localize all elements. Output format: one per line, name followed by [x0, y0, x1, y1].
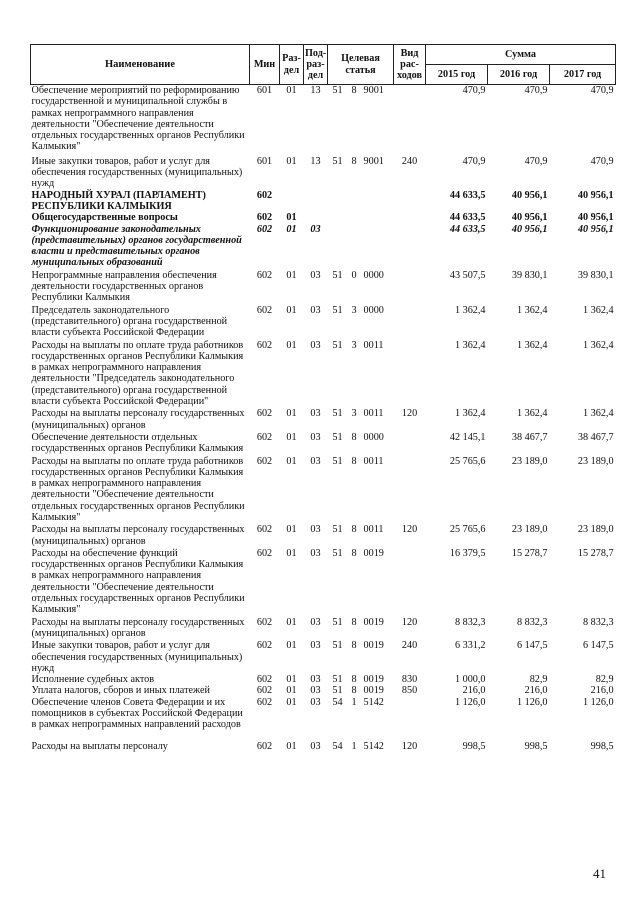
row-subsection: 03 — [310, 304, 321, 316]
row-section: 01 — [286, 155, 297, 167]
row-name: Расходы на обеспечение функций государственных органов Республики Калмыкия в рамках непрограммного направления деятельности "Обеспечение деятельности отдельных государственных органов Республики Калмыкия" — [31, 547, 245, 616]
header-name: Наименование — [31, 45, 250, 85]
row-expense-type: 830 — [401, 674, 418, 686]
row-sum-2016: 40 956,1 — [511, 223, 548, 235]
row-sum-2016: 470,9 — [524, 85, 548, 96]
row-target-part2 — [348, 190, 361, 213]
row-expense-type — [394, 212, 426, 223]
row-target-part2: 1 — [351, 696, 357, 708]
row-expense-type — [394, 190, 426, 213]
row-sum-2017: 39 830,1 — [577, 269, 614, 281]
row-target-part1 — [328, 190, 348, 213]
row-target-part2: 8 — [351, 524, 357, 536]
row-target-part1: 51 — [332, 408, 343, 420]
header-expense-type: Вид рас-ходов — [394, 45, 426, 85]
row-ministry: 602 — [256, 212, 273, 224]
row-sum-2016: 6 147,5 — [516, 640, 548, 652]
row-section: 01 — [286, 685, 297, 697]
row-ministry: 602 — [256, 685, 273, 697]
table-row — [31, 304, 616, 339]
row-sum-2017: 23 189,0 — [577, 524, 614, 536]
row-target-part2: 8 — [351, 155, 357, 167]
row-section: 01 — [286, 223, 297, 235]
row-target-part1: 51 — [332, 85, 343, 96]
row-ministry: 602 — [256, 455, 273, 467]
row-target-part2: 8 — [351, 547, 357, 559]
row-target-part2: 8 — [351, 431, 357, 443]
row-subsection: 03 — [310, 685, 321, 697]
row-sum-2017: 1 362,4 — [582, 339, 614, 351]
row-sum-2015: 42 145,1 — [449, 431, 486, 443]
table-row — [31, 190, 616, 213]
row-name: Непрограммные направления обеспечения деятельности государственных органов Республики Калмыкия — [31, 269, 217, 304]
row-target-part2: 8 — [351, 685, 357, 697]
row-target-part1: 51 — [332, 640, 343, 652]
row-target-part2 — [348, 212, 361, 223]
row-sum-2015: 44 633,5 — [449, 223, 486, 235]
row-target-part3: 0000 — [363, 269, 384, 281]
table-row — [31, 224, 616, 269]
row-section: 01 — [286, 674, 297, 686]
row-target-part3: 0019 — [363, 616, 384, 628]
row-name: Председатель законодательного (представительного) органа государственной власти субъекта Российской Федерации — [31, 304, 228, 339]
row-subsection: 03 — [310, 674, 321, 686]
row-sum-2017: 15 278,7 — [577, 547, 614, 559]
row-subsection: 13 — [310, 85, 321, 96]
row-section: 01 — [286, 431, 297, 443]
row-section: 01 — [286, 740, 297, 752]
row-target-part3: 0019 — [363, 640, 384, 652]
row-ministry: 602 — [256, 189, 273, 201]
table-row — [31, 731, 616, 752]
row-ministry: 601 — [256, 85, 273, 96]
row-sum-2015: 216,0 — [462, 685, 486, 697]
row-expense-type: 850 — [401, 685, 418, 697]
row-name: Расходы на выплаты персоналу государственных (муниципальных) органов — [31, 408, 245, 431]
row-subsection: 03 — [310, 431, 321, 443]
row-subsection: 03 — [310, 696, 321, 708]
row-ministry: 602 — [256, 408, 273, 420]
row-target-part3: 0011 — [363, 455, 384, 467]
row-subsection: 03 — [310, 269, 321, 281]
row-subsection: 03 — [310, 455, 321, 467]
table-row — [31, 212, 616, 223]
header-razdel: Раз-дел — [280, 45, 304, 85]
row-subsection: 03 — [310, 408, 321, 420]
row-sum-2015: 1 362,4 — [454, 339, 486, 351]
row-target-part3 — [361, 190, 394, 213]
row-sum-2015: 25 765,6 — [449, 524, 486, 536]
row-target-part1: 51 — [332, 431, 343, 443]
row-target-part1 — [328, 224, 348, 269]
row-sum-2016: 1 126,0 — [516, 696, 548, 708]
row-sum-2017: 1 126,0 — [582, 696, 614, 708]
row-section: 01 — [286, 408, 297, 420]
row-sum-2016: 8 832,3 — [516, 616, 548, 628]
row-target-part1: 51 — [332, 524, 343, 536]
header-year-2016: 2016 год — [488, 65, 550, 85]
row-ministry: 602 — [256, 740, 273, 752]
row-sum-2015: 1 362,4 — [454, 408, 486, 420]
row-section: 01 — [286, 269, 297, 281]
row-subsection: 03 — [310, 616, 321, 628]
row-target-part3: 0019 — [363, 674, 384, 686]
row-target-part1: 51 — [332, 674, 343, 686]
table-row — [31, 269, 616, 304]
row-sum-2015: 16 379,5 — [449, 547, 486, 559]
row-target-part2: 8 — [351, 640, 357, 652]
row-ministry: 602 — [256, 640, 273, 652]
row-target-part2: 8 — [351, 455, 357, 467]
page-number: 41 — [593, 866, 606, 881]
row-sum-2015: 1 000,0 — [454, 674, 486, 686]
row-sum-2017: 998,5 — [590, 740, 614, 752]
row-sum-2016: 1 362,4 — [516, 304, 548, 316]
row-target-part1 — [328, 212, 348, 223]
row-subsection: 13 — [310, 155, 321, 167]
row-expense-type — [394, 85, 426, 153]
row-subsection — [304, 212, 328, 223]
row-name: Обеспечение мероприятий по реформированию государственной и муниципальной службы в рамках непрограммного направления деятельности "Обеспечение деятельности отдельных государственных органов Республики Калмыкия" — [31, 85, 245, 153]
row-expense-type: 120 — [401, 616, 418, 628]
table-row — [31, 685, 616, 696]
row-target-part1: 51 — [332, 155, 343, 167]
row-ministry: 602 — [256, 547, 273, 559]
header-target-article: Целевая статья — [328, 45, 394, 85]
row-ministry: 602 — [256, 616, 273, 628]
row-sum-2015: 1 126,0 — [454, 696, 486, 708]
table-body — [31, 85, 616, 752]
row-target-part3: 0011 — [363, 408, 384, 420]
row-sum-2017: 23 189,0 — [577, 455, 614, 467]
row-sum-2016: 470,9 — [524, 155, 548, 167]
row-section: 01 — [286, 212, 297, 224]
header-sum: Сумма — [426, 45, 616, 65]
row-target-part1: 51 — [332, 304, 343, 316]
row-target-part2: 1 — [351, 740, 357, 752]
row-sum-2015: 470,9 — [462, 155, 486, 167]
row-subsection: 03 — [310, 740, 321, 752]
table-header — [31, 45, 616, 85]
table-row — [31, 407, 616, 431]
table-row — [31, 431, 616, 455]
row-sum-2017: 40 956,1 — [577, 223, 614, 235]
row-target-part2: 8 — [351, 616, 357, 628]
row-sum-2017: 470,9 — [590, 155, 614, 167]
row-section: 01 — [286, 640, 297, 652]
row-sum-2015: 44 633,5 — [449, 212, 486, 224]
row-target-part3: 0011 — [363, 524, 384, 536]
row-target-part2: 3 — [351, 408, 357, 420]
row-expense-type: 120 — [401, 740, 418, 752]
table-row — [31, 547, 616, 616]
row-subsection — [304, 190, 328, 213]
row-expense-type — [394, 455, 426, 524]
row-target-part3: 0000 — [363, 431, 384, 443]
row-ministry: 602 — [256, 431, 273, 443]
row-sum-2015: 998,5 — [462, 740, 486, 752]
budget-document — [30, 44, 615, 752]
row-target-part1: 51 — [332, 616, 343, 628]
row-section: 01 — [286, 616, 297, 628]
row-target-part1: 54 — [332, 696, 343, 708]
row-section: 01 — [286, 696, 297, 708]
row-sum-2017: 216,0 — [590, 685, 614, 697]
row-target-part2: 3 — [351, 304, 357, 316]
row-subsection: 03 — [310, 524, 321, 536]
row-target-part2: 3 — [351, 339, 357, 351]
table-row — [31, 616, 616, 640]
row-name: Расходы на выплаты по оплате труда работников государственных органов Республики Калмыкия в рамках непрограммного направления деятельности "Председатель законодательного (представительного) органа государственной власти субъекта Российской Федерации" — [31, 339, 244, 408]
row-sum-2017: 40 956,1 — [577, 212, 614, 224]
row-section: 01 — [286, 304, 297, 316]
row-target-part3: 5142 — [363, 696, 384, 708]
row-name: НАРОДНЫЙ ХУРАЛ (ПАРЛАМЕНТ) РЕСПУБЛИКИ КАЛМЫКИЯ — [31, 189, 206, 212]
row-subsection: 03 — [310, 640, 321, 652]
row-expense-type: 120 — [401, 408, 418, 420]
row-name: Иные закупки товаров, работ и услуг для обеспечения государственных (муниципальных) нужд — [31, 640, 243, 674]
row-section: 01 — [286, 524, 297, 536]
row-sum-2016: 1 362,4 — [516, 339, 548, 351]
budget-table — [30, 44, 616, 752]
row-expense-type — [394, 431, 426, 455]
row-target-part3: 0011 — [363, 339, 384, 351]
row-subsection: 03 — [310, 339, 321, 351]
row-section: 01 — [286, 547, 297, 559]
row-sum-2015: 470,9 — [462, 85, 486, 96]
row-expense-type: 120 — [401, 524, 418, 536]
table-row — [31, 639, 616, 674]
table-row — [31, 674, 616, 685]
row-section: 01 — [286, 339, 297, 351]
row-target-part1: 51 — [332, 339, 343, 351]
row-sum-2016: 23 189,0 — [511, 455, 548, 467]
row-subsection: 03 — [310, 223, 321, 235]
row-section — [280, 190, 304, 213]
row-sum-2016: 23 189,0 — [511, 524, 548, 536]
row-sum-2016: 1 362,4 — [516, 408, 548, 420]
header-year-2015: 2015 год — [426, 65, 488, 85]
row-name: Иные закупки товаров, работ и услуг для обеспечения государственных (муниципальных) нужд — [31, 155, 243, 190]
row-target-part3: 0000 — [363, 304, 384, 316]
row-sum-2017: 1 362,4 — [582, 304, 614, 316]
row-target-part3: 0019 — [363, 547, 384, 559]
row-sum-2017: 1 362,4 — [582, 408, 614, 420]
row-target-part3: 5142 — [363, 740, 384, 752]
row-sum-2017: 8 832,3 — [582, 616, 614, 628]
row-sum-2015: 43 507,5 — [449, 269, 486, 281]
row-sum-2015: 8 832,3 — [454, 616, 486, 628]
row-ministry: 602 — [256, 674, 273, 686]
row-expense-type — [394, 339, 426, 408]
row-sum-2017: 38 467,7 — [577, 431, 614, 443]
row-expense-type: 240 — [401, 155, 418, 167]
row-ministry: 602 — [256, 269, 273, 281]
row-target-part2: 8 — [351, 85, 357, 96]
row-sum-2016: 998,5 — [524, 740, 548, 752]
row-expense-type — [394, 304, 426, 339]
row-sum-2017: 82,9 — [595, 674, 614, 686]
row-sum-2016: 38 467,7 — [511, 431, 548, 443]
row-ministry: 602 — [256, 339, 273, 351]
row-expense-type: 240 — [401, 640, 418, 652]
row-name: Обеспечение деятельности отдельных государственных органов Республики Калмыкия — [31, 431, 244, 455]
row-expense-type — [394, 697, 426, 731]
row-subsection: 03 — [310, 547, 321, 559]
row-name: Обеспечение членов Совета Федерации и их помощников в субъектах Российской Федерации в рамках непрограммных направлений расходов — [31, 696, 243, 731]
row-target-part3 — [361, 224, 394, 269]
row-name: Расходы на выплаты персоналу государственных (муниципальных) органов — [31, 616, 245, 639]
row-target-part1: 51 — [332, 685, 343, 697]
row-target-part1: 54 — [332, 740, 343, 752]
row-sum-2016: 15 278,7 — [511, 547, 548, 559]
row-target-part3 — [361, 212, 394, 223]
row-name: Функционирование законодательных (представительных) органов государственной власти и представительных органов муниципальных образований — [31, 223, 242, 269]
row-target-part3: 9001 — [363, 155, 384, 167]
row-sum-2017: 470,9 — [590, 85, 614, 96]
table-row — [31, 455, 616, 524]
row-target-part1: 51 — [332, 547, 343, 559]
row-sum-2016: 40 956,1 — [511, 189, 548, 201]
row-expense-type — [394, 269, 426, 304]
row-sum-2015: 1 362,4 — [454, 304, 486, 316]
row-sum-2015: 6 331,2 — [454, 640, 486, 652]
row-section: 01 — [286, 455, 297, 467]
row-sum-2017: 40 956,1 — [577, 189, 614, 201]
row-sum-2016: 39 830,1 — [511, 269, 548, 281]
row-sum-2015: 44 633,5 — [449, 189, 486, 201]
row-sum-2016: 40 956,1 — [511, 212, 548, 224]
row-expense-type — [394, 547, 426, 616]
header-min: Мин — [250, 45, 280, 85]
row-target-part2: 8 — [351, 674, 357, 686]
row-sum-2016: 82,9 — [529, 674, 548, 686]
row-ministry: 602 — [256, 304, 273, 316]
row-name: Расходы на выплаты персоналу — [31, 740, 168, 752]
row-target-part3: 9001 — [363, 85, 384, 96]
row-expense-type — [394, 224, 426, 269]
row-ministry: 601 — [256, 155, 273, 167]
header-year-2017: 2017 год — [550, 65, 616, 85]
row-target-part3: 0019 — [363, 685, 384, 697]
row-name: Исполнение судебных актов — [31, 674, 155, 686]
row-name: Расходы на выплаты по оплате труда работников государственных органов Республики Калмыкия в рамках непрограммного направления деятельности "Обеспечение деятельности отдельных государственных органов Республики Калмыкия" — [31, 455, 245, 523]
table-row — [31, 697, 616, 731]
table-row — [31, 339, 616, 408]
row-target-part1: 51 — [332, 455, 343, 467]
row-ministry: 602 — [256, 696, 273, 708]
row-target-part2: 0 — [351, 269, 357, 281]
row-sum-2017: 6 147,5 — [582, 640, 614, 652]
row-name: Общегосударственные вопросы — [31, 212, 178, 224]
table-row — [31, 85, 616, 153]
table-row — [31, 523, 616, 547]
row-sum-2016: 216,0 — [524, 685, 548, 697]
header-podrazdel: Под-раз-дел — [304, 45, 328, 85]
row-name: Уплата налогов, сборов и иных платежей — [31, 685, 210, 697]
row-sum-2015: 25 765,6 — [449, 455, 486, 467]
row-target-part1: 51 — [332, 269, 343, 281]
row-section: 01 — [286, 85, 297, 96]
row-name: Расходы на выплаты персоналу государственных (муниципальных) органов — [31, 524, 245, 547]
row-ministry: 602 — [256, 524, 273, 536]
row-target-part2 — [348, 224, 361, 269]
table-row — [31, 153, 616, 190]
row-ministry: 602 — [256, 223, 273, 235]
